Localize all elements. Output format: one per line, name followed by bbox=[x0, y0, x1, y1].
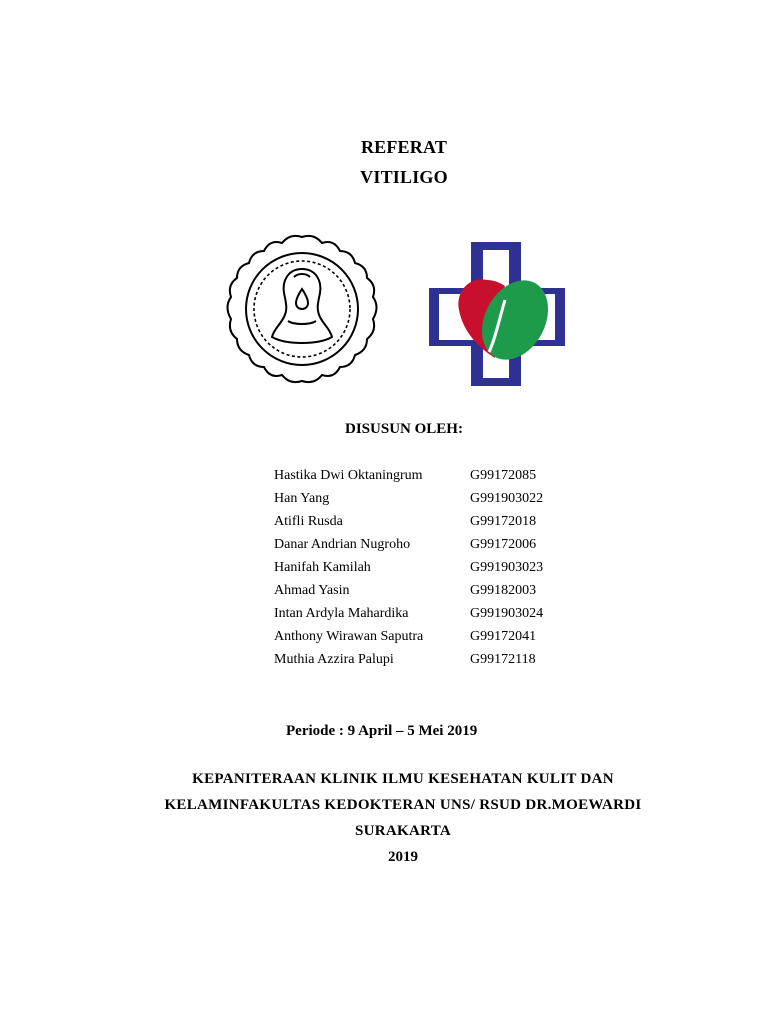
year-text: 2019 bbox=[388, 849, 418, 865]
member-id: G99182003 bbox=[470, 583, 537, 598]
member-id: G991903024 bbox=[470, 606, 544, 621]
member-id: G99172085 bbox=[470, 468, 537, 483]
member-name: Hanifah Kamilah bbox=[274, 560, 371, 575]
member-name: Atifli Rusda bbox=[274, 514, 343, 529]
member-id: G99172041 bbox=[470, 629, 537, 644]
member-name: Han Yang bbox=[274, 491, 330, 506]
member-name: Anthony Wirawan Saputra bbox=[274, 629, 424, 644]
list-item bbox=[274, 558, 594, 581]
document-title: REFERAT bbox=[360, 137, 448, 157]
member-name: Intan Ardyla Mahardika bbox=[274, 606, 409, 621]
list-item bbox=[274, 466, 594, 489]
hospital-cross-icon bbox=[427, 240, 567, 388]
university-seal-logo bbox=[222, 229, 382, 389]
member-name: Ahmad Yasin bbox=[274, 583, 350, 598]
institution-line-1: KEPANITERAAN KLINIK ILMU KESEHATAN KULIT DAN bbox=[192, 771, 614, 787]
member-id: G99172018 bbox=[470, 514, 537, 529]
member-name: Danar Andrian Nugroho bbox=[274, 537, 411, 552]
member-id: G991903023 bbox=[470, 560, 544, 575]
member-id: G991903022 bbox=[470, 491, 544, 506]
member-name: Muthia Azzira Palupi bbox=[274, 652, 394, 667]
institution-line-2: KELAMINFAKULTAS KEDOKTERAN UNS/ RSUD DR.MOEWARDI bbox=[164, 797, 642, 813]
city-text: SURAKARTA bbox=[354, 823, 452, 839]
document-subtitle: VITILIGO bbox=[360, 167, 448, 187]
list-item bbox=[274, 535, 594, 558]
list-item bbox=[274, 512, 594, 535]
list-item bbox=[274, 581, 594, 604]
list-item bbox=[274, 604, 594, 627]
compiled-by-heading: DISUSUN OLEH: bbox=[345, 421, 463, 437]
university-seal-icon bbox=[222, 229, 382, 389]
member-id: G99172118 bbox=[470, 652, 536, 667]
list-item bbox=[274, 627, 594, 650]
period-text: Periode : 9 April – 5 Mei 2019 bbox=[286, 723, 478, 739]
hospital-logo bbox=[427, 240, 567, 388]
member-list bbox=[274, 466, 594, 673]
member-id: G99172006 bbox=[470, 537, 537, 552]
list-item bbox=[274, 650, 594, 673]
member-name: Hastika Dwi Oktaningrum bbox=[274, 468, 423, 483]
list-item bbox=[274, 489, 594, 512]
